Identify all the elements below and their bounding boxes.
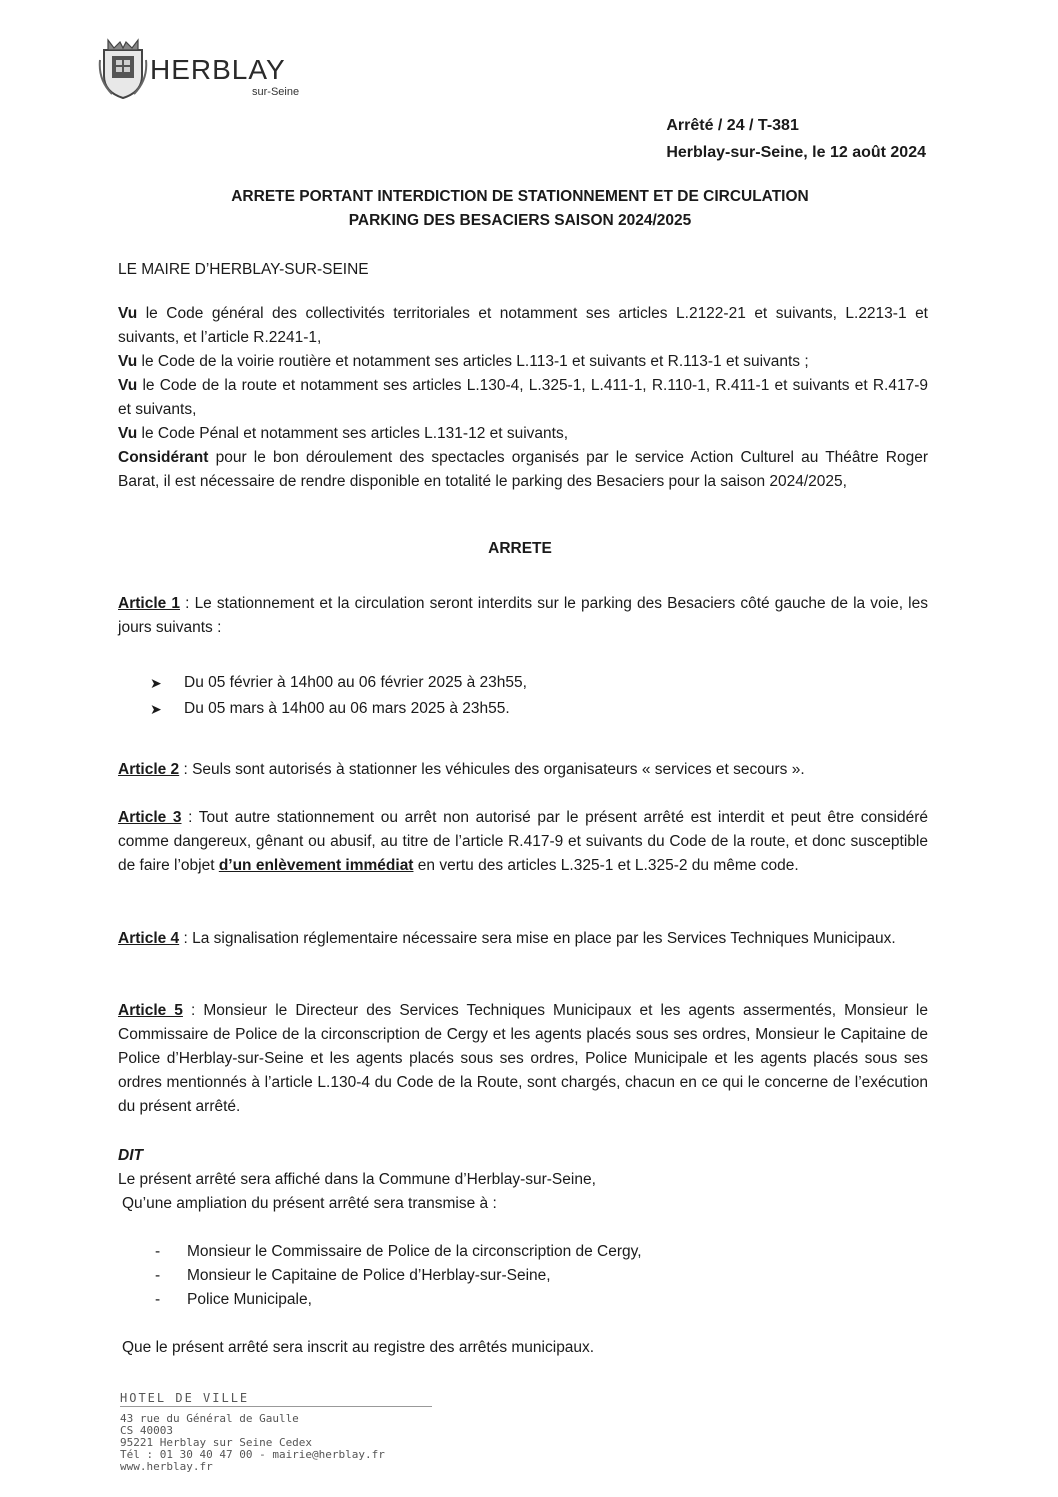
- article-2-text: : Seuls sont autorisés à stationner les véhicules des organisateurs « services et secours ».: [179, 761, 805, 778]
- dit-label: DIT: [118, 1147, 143, 1164]
- dash-bullet-icon: -: [155, 1243, 161, 1260]
- footer-line: 43 rue du Général de Gaulle: [120, 1412, 299, 1425]
- legal-basis-item: Vu le Code de la route et notamment ses articles L.130-4, L.325-1, L.411-1, R.110-1, R.411-1 et suivants et R.417-9 et suivants,: [118, 377, 928, 418]
- footer-line: 95221 Herblay sur Seine Cedex: [120, 1436, 313, 1449]
- article-4: [118, 927, 928, 951]
- legal-basis-section: [118, 302, 928, 494]
- arrow-bullet-icon: ➤: [150, 701, 162, 717]
- decree-reference: Arrêté / 24 / T-381: [666, 117, 799, 134]
- footer-line: www.herblay.fr: [120, 1460, 213, 1473]
- list-item: ➤ Du 05 mars à 14h00 au 06 mars 2025 à 23h55.: [150, 696, 527, 722]
- article-4-label: Article 4: [118, 930, 180, 947]
- legal-basis-item: Vu le Code Pénal et notamment ses articles L.131-12 et suivants,: [118, 425, 569, 442]
- article-3-label: Article 3: [118, 809, 182, 826]
- registre-line: Que le présent arrêté sera inscrit au registre des arrêtés municipaux.: [122, 1339, 595, 1356]
- title-line-2: PARKING DES BESACIERS SAISON 2024/2025: [348, 212, 692, 229]
- article-2: [118, 758, 928, 782]
- footer-heading: HOTEL DE VILLE: [120, 1391, 250, 1405]
- dit-line-2: Qu’une ampliation du présent arrêté sera transmise à :: [122, 1195, 497, 1212]
- brand-name: HERBLAY: [150, 54, 286, 85]
- document-title: [0, 185, 1040, 233]
- place-and-date: Herblay-sur-Seine, le 12 août 2024: [666, 144, 926, 161]
- list-item: - Monsieur le Capitaine de Police d’Herblay-sur-Seine,: [155, 1264, 642, 1288]
- footer-line: Tél : 01 30 40 47 00 - mairie@herblay.fr: [120, 1448, 385, 1461]
- closure-dates-list: [150, 670, 527, 722]
- article-5-label: Article 5: [118, 1002, 183, 1019]
- title-line-1: ARRETE PORTANT INTERDICTION DE STATIONNEMENT ET DE CIRCULATION: [231, 188, 809, 205]
- footer-address: [120, 1392, 440, 1473]
- article-1: [118, 592, 928, 640]
- article-5-text: : Monsieur le Directeur des Services Techniques Municipaux et les agents assermentés, Monsieur le Commissaire de Police de la circonscription de Cergy et les agents placés sous ses ordres, Monsieur le Capitaine de Police d’Herblay-sur-Seine et les agents placés sous ses ordres, Police Municipale et les agents placés sous ses ordres mentionnés à l’article L.130-4 du Code de la Route, sont chargés, chacun en ce qui le concerne de l’exécution du présent arrêté.: [118, 1002, 928, 1115]
- article-5: [118, 999, 928, 1119]
- dit-section: [118, 1144, 928, 1216]
- legal-basis-item: Vu le Code général des collectivités territoriales et notamment ses articles L.2122-21 et suivants, L.2213-1 et suivants, et l’article R.2241-1,: [118, 305, 928, 346]
- footer-divider: [120, 1406, 432, 1407]
- article-3: Article 3 : Tout autre stationnement ou arrêt non autorisé par le présent arrêté est interdit et peut être considéré comme dangereux, gênant ou abusif, au titre de l’article R.417-9 et suivants du Code de la route, et donc susceptible de faire l’objet d’un enlèvement immédiat en vertu des articles L.325-1 et L.325-2 du même code.: [118, 809, 928, 874]
- list-item: - Police Municipale,: [155, 1288, 642, 1312]
- dash-bullet-icon: -: [155, 1291, 161, 1308]
- decree-reference-block: [666, 112, 926, 166]
- article-3-emphasis: d’un enlèvement immédiat: [218, 857, 414, 874]
- article-2-label: Article 2: [118, 761, 180, 778]
- article-4-text: : La signalisation réglementaire nécessaire sera mise en place par les Services Techniques Municipaux.: [179, 930, 896, 947]
- arrete-heading: ARRETE: [488, 540, 552, 557]
- legal-basis-item: Vu le Code de la voirie routière et notamment ses articles L.113-1 et suivants et R.113-1 et suivants ;: [118, 353, 809, 370]
- list-item: ➤ Du 05 février à 14h00 au 06 février 2025 à 23h55,: [150, 670, 527, 696]
- considerant-item: Considérant pour le bon déroulement des spectacles organisés par le service Action Culturel au Théâtre Roger Barat, il est nécessaire de rendre disponible en totalité le parking des Besaciers pour la saison 2024/2025,: [118, 449, 928, 490]
- list-item: - Monsieur le Commissaire de Police de la circonscription de Cergy,: [155, 1240, 642, 1264]
- maire-heading: LE MAIRE D’HERBLAY-SUR-SEINE: [118, 261, 369, 278]
- footer-line: CS 40003: [120, 1424, 173, 1437]
- dit-line-1: Le présent arrêté sera affiché dans la Commune d’Herblay-sur-Seine,: [118, 1171, 596, 1188]
- herblay-logo: [98, 36, 328, 108]
- brand-subtitle: sur-Seine: [252, 86, 300, 98]
- article-1-label: Article 1: [118, 595, 180, 612]
- city-crest-icon: [98, 36, 148, 102]
- arrow-bullet-icon: ➤: [150, 675, 162, 691]
- dash-bullet-icon: -: [155, 1267, 161, 1284]
- article-1-text: : Le stationnement et la circulation seront interdits sur le parking des Besaciers côté gauche de la voie, les jours suivants :: [118, 595, 928, 636]
- recipients-list: [155, 1240, 642, 1312]
